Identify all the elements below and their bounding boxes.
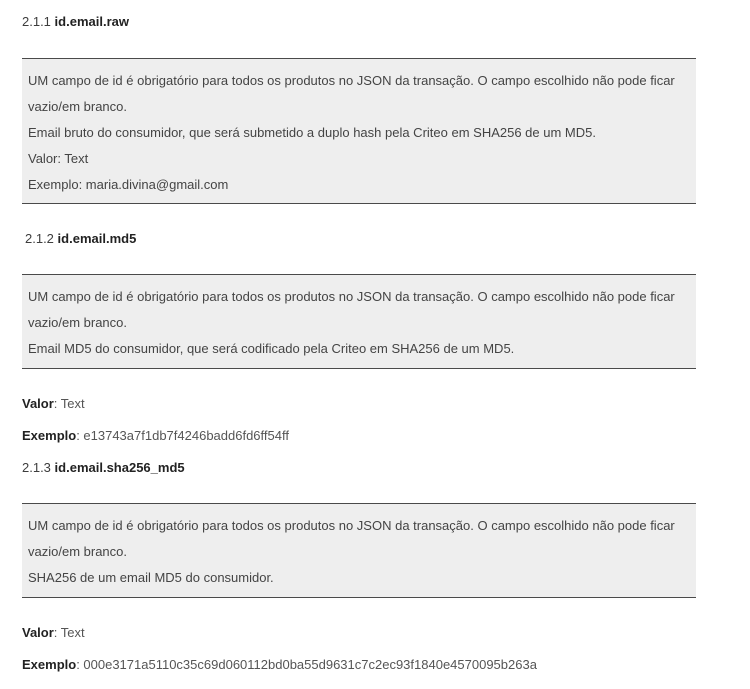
value-text: : Text — [53, 625, 85, 640]
field-name: id.email.raw — [54, 14, 129, 29]
field-description: SHA256 de um email MD5 do consumidor. — [28, 570, 274, 585]
section-heading-email-md5 — [25, 231, 136, 247]
example-text: : 000e3171a5110c35c69d060112bd0ba55d9631c7c2ec93f1840e4570095b263a — [76, 657, 537, 672]
example-label: Exemplo — [22, 657, 77, 672]
example-text: : e13743a7f1db7f4246badd6fd6ff54ff — [76, 428, 289, 443]
value-label: Valor — [22, 625, 54, 640]
value-row-email-md5 — [22, 396, 85, 412]
example-line: Exemplo: maria.divina@gmail.com — [28, 177, 229, 192]
value-line: Valor: Text — [28, 151, 89, 166]
example-label: Exemplo — [22, 428, 77, 443]
info-box-email-raw — [22, 58, 696, 204]
example-row-email-sha256-md5 — [22, 657, 537, 673]
section-number: 2.1.3 — [22, 460, 51, 475]
section-heading-email-sha256-md5 — [22, 460, 185, 476]
field-name: id.email.md5 — [57, 231, 137, 246]
required-note: UM campo de id é obrigatório para todos os produtos no JSON da transação. O campo escolhido não pode ficar vazio/em branco. — [28, 73, 675, 114]
section-heading-email-raw — [22, 14, 129, 30]
value-label: Valor — [22, 396, 54, 411]
section-number: 2.1.2 — [25, 231, 54, 246]
section-number: 2.1.1 — [22, 14, 51, 29]
info-box-email-md5 — [22, 274, 696, 369]
field-description: Email MD5 do consumidor, que será codificado pela Criteo em SHA256 de um MD5. — [28, 341, 515, 356]
value-row-email-sha256-md5 — [22, 625, 85, 641]
value-text: : Text — [53, 396, 85, 411]
field-description: Email bruto do consumidor, que será submetido a duplo hash pela Criteo em SHA256 de um MD5. — [28, 125, 596, 140]
field-name: id.email.sha256_md5 — [54, 460, 185, 475]
required-note: UM campo de id é obrigatório para todos os produtos no JSON da transação. O campo escolhido não pode ficar vazio/em branco. — [28, 289, 675, 330]
info-box-email-sha256-md5 — [22, 503, 696, 598]
required-note: UM campo de id é obrigatório para todos os produtos no JSON da transação. O campo escolhido não pode ficar vazio/em branco. — [28, 518, 675, 559]
example-row-email-md5 — [22, 428, 289, 444]
